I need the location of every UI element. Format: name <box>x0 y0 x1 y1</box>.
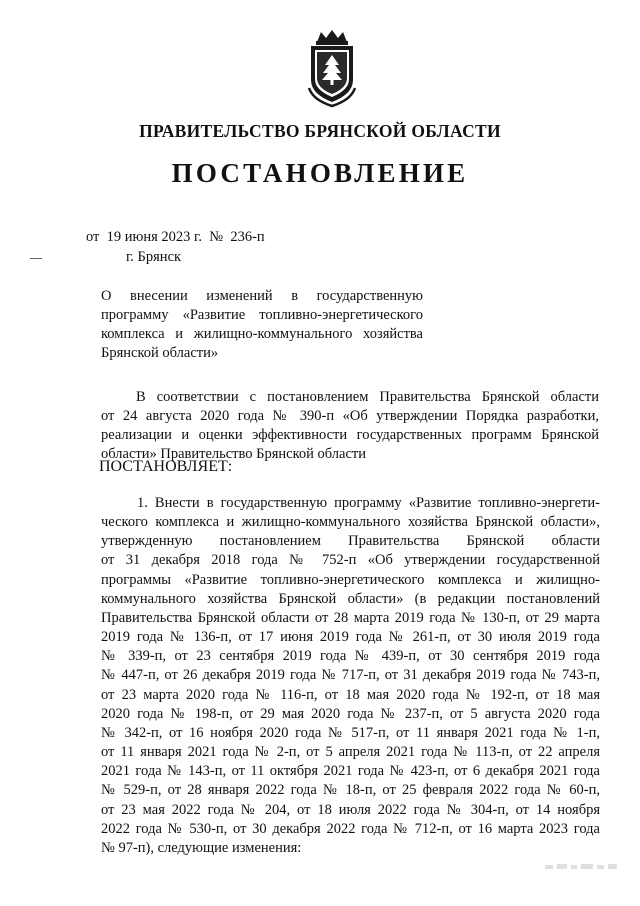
item-line: ческого комплекса и жилищно-коммунального хозяйства Брянской области», <box>101 514 600 531</box>
item-line: № 447-п, от 26 декабря 2019 года № 717-п, от 31 декабря 2019 года № 743-п, <box>101 667 600 684</box>
item-line: № 339-п, от 23 сентября 2019 года № 439-п, от 30 сентября 2019 года <box>101 648 600 665</box>
subject-line: комплекса и жилищно-коммунального хозяйства <box>101 326 423 342</box>
item-line: № 342-п, от 16 ноября 2020 года № 517-п, от 11 января 2021 года № 1-п, <box>101 724 600 741</box>
item-line: 2019 года № 136-п, от 17 июня 2019 года № 261-п, от 30 июля 2019 года <box>101 629 600 646</box>
item-line: Правительства Брянской области от 28 марта 2019 года № 130-п, от 29 марта <box>101 609 600 626</box>
item-line: от 23 мая 2022 года № 204, от 18 июля 2022 года № 304-п, от 14 ноября <box>101 801 600 818</box>
subject-line: программу «Развитие топливно-энергетического <box>101 307 423 323</box>
subject-line: О внесении изменений в государственную <box>101 288 423 304</box>
item-line: от 11 января 2021 года № 2-п, от 5 апреля 2021 года № 113-п, от 22 апреля <box>101 744 600 761</box>
item-line: от 31 декабря 2018 года № 752-п «Об утверждении государственной <box>101 552 600 569</box>
scan-artifact <box>545 862 617 872</box>
coat-of-arms-icon <box>303 28 361 108</box>
margin-mark <box>30 258 42 259</box>
item-line: утвержденную постановлением Правительства Брянской области <box>101 533 600 550</box>
document-type-title: ПОСТАНОВЛЕНИЕ <box>171 158 469 188</box>
item-line: от 23 марта 2020 года № 116-п, от 18 мая 2020 года № 192-п, от 18 мая <box>101 686 600 703</box>
item-1-paragraph <box>101 494 600 858</box>
document-date-number: от 19 июня 2023 г. № 236-п <box>86 229 265 245</box>
item-line: № 529-п, от 28 января 2022 года № 18-п, от 25 февраля 2022 года № 60-п, <box>101 782 600 799</box>
preamble-line: области» Правительство Брянской области <box>101 446 366 462</box>
document-subject <box>101 287 423 363</box>
resolves-heading: ПОСТАНОВЛЯЕТ: <box>99 458 233 475</box>
item-line: программы «Развитие топливно-энергетического комплекса и жилищно- <box>101 571 600 588</box>
organization-name: ПРАВИТЕЛЬСТВО БРЯНСКОЙ ОБЛАСТИ <box>139 121 501 141</box>
item-line: коммунального хозяйства Брянской области» (в редакции постановлений <box>101 590 600 607</box>
preamble-line: от 24 августа 2020 года № 390-п «Об утверждении Порядка разработки, <box>101 408 599 424</box>
item-line: 2020 года № 198-п, от 29 мая 2020 года № 237-п, от 5 августа 2020 года <box>101 705 600 722</box>
item-line: 1. Внести в государственную программу «Развитие топливно-энергети- <box>137 495 600 511</box>
preamble-paragraph <box>101 388 599 464</box>
preamble-line: реализации и оценки эффективности государственных программ Брянской <box>101 427 599 443</box>
item-line: № 97-п), следующие изменения: <box>101 839 302 856</box>
item-line: 2022 года № 530-п, от 30 декабря 2022 года № 712-п, от 16 марта 2023 года <box>101 820 600 837</box>
preamble-line: В соответствии с постановлением Правительства Брянской области <box>136 389 599 405</box>
document-city: г. Брянск <box>126 249 182 265</box>
item-line: 2021 года № 143-п, от 11 октября 2021 года № 423-п, от 6 декабря 2021 года <box>101 763 600 780</box>
subject-line: Брянской области» <box>101 345 219 361</box>
